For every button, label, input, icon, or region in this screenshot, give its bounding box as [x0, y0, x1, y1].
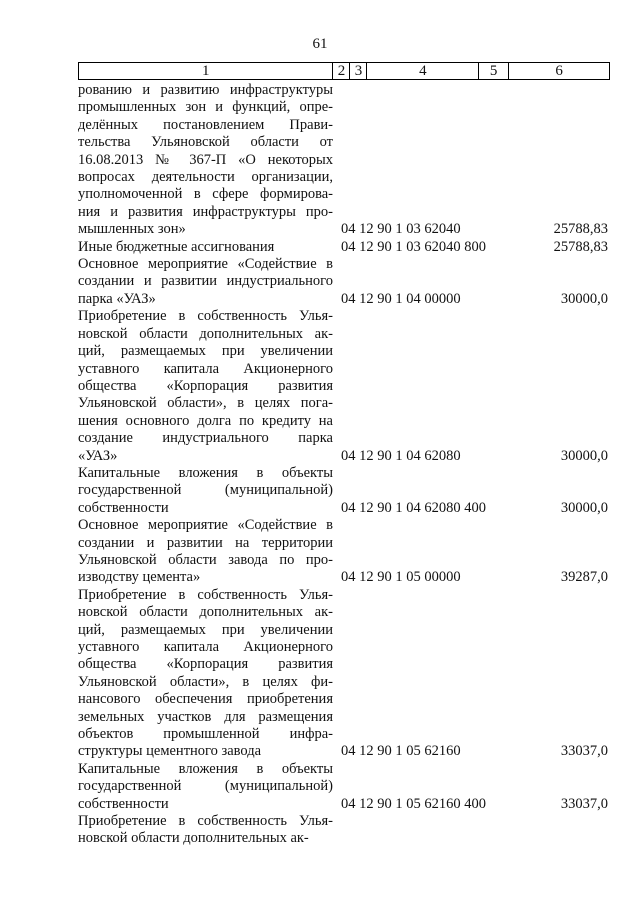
row-amount: 25788,83 — [553, 221, 608, 238]
table-row — [78, 813, 610, 848]
description-line: Основное мероприятие «Содействие в — [78, 256, 333, 273]
row-classification-codes: 04 12 90 1 04 62080 — [341, 447, 461, 464]
row-amount: 30000,0 — [560, 290, 608, 307]
row-description — [78, 82, 333, 239]
row-description — [78, 761, 333, 813]
description-line: Ульяновской области», в целях фи- — [78, 673, 333, 690]
table-header — [78, 62, 610, 80]
description-line: тельства Ульяновской области от — [78, 134, 333, 151]
description-line: создание индустриального парка — [78, 430, 333, 447]
description-line: Приобретение в собственность Улья- — [78, 586, 333, 603]
row-classification-codes: 04 12 90 1 04 62080 400 — [341, 499, 486, 516]
header-col-2: 2 — [333, 63, 350, 80]
description-line: Приобретение в собственность Улья- — [78, 813, 333, 830]
description-line: создании и развитии на территории — [78, 534, 333, 551]
table-row — [78, 587, 610, 761]
description-line: государственной (муниципальной) — [78, 482, 333, 499]
row-description — [78, 517, 333, 587]
header-col-3: 3 — [350, 63, 367, 80]
description-line: уполномоченной в сфере формирова- — [78, 186, 333, 203]
description-line: структуры цементного завода — [78, 743, 262, 760]
table-row — [78, 761, 610, 813]
table-row — [78, 308, 610, 465]
row-classification-codes: 04 12 90 1 05 00000 — [341, 569, 461, 586]
header-col-6: 6 — [509, 63, 610, 80]
description-line: новской области дополнительных ак- — [78, 830, 309, 847]
header-col-1: 1 — [79, 63, 333, 80]
description-line: объектов промышленной инфра- — [78, 726, 333, 743]
row-description — [78, 256, 333, 308]
description-line: вопросах деятельности организации, — [78, 169, 333, 186]
table-row — [78, 239, 610, 256]
description-line: «УАЗ» — [78, 447, 118, 464]
description-line: общества «Корпорация развития — [78, 656, 333, 673]
description-line: уставного капитала Акционерного — [78, 360, 333, 377]
description-line: Капитальные вложения в объекты — [78, 464, 333, 481]
row-amount: 33037,0 — [560, 743, 608, 760]
row-classification-codes: 04 12 90 1 03 62040 — [341, 221, 461, 238]
row-amount: 39287,0 — [560, 569, 608, 586]
header-col-5: 5 — [479, 63, 509, 80]
description-line: собственности — [78, 795, 169, 812]
row-classification-codes: 04 12 90 1 04 00000 — [341, 290, 461, 307]
description-line: шения основного долга по кредиту на — [78, 412, 333, 429]
description-line: Приобретение в собственность Улья- — [78, 308, 333, 325]
table-row — [78, 517, 610, 587]
description-line: уставного капитала Акционерного — [78, 639, 333, 655]
description-line: новской области дополнительных ак- — [78, 604, 333, 621]
description-line: нансового обеспечения приобретения — [78, 691, 333, 708]
page-number: 61 — [312, 36, 328, 52]
table-row — [78, 82, 610, 239]
row-description — [78, 239, 333, 256]
description-line: Капитальные вложения в объекты — [78, 760, 333, 777]
budget-table-body — [78, 82, 610, 848]
description-line: новской области дополнительных ак- — [78, 325, 333, 342]
description-line: мышленных зон» — [78, 221, 186, 238]
description-line: ния и развития инфраструктуры про- — [78, 203, 333, 220]
row-classification-codes: 04 12 90 1 05 62160 400 — [341, 795, 486, 812]
description-line: собственности — [78, 499, 169, 516]
description-line: общества «Корпорация развития — [78, 377, 333, 394]
description-line: рованию и развитию инфраструктуры — [78, 82, 333, 98]
description-line: 16.08.2013 № 367-П «О некоторых — [78, 151, 333, 168]
row-description — [78, 465, 333, 517]
row-amount: 30000,0 — [560, 499, 608, 516]
description-line: делённых постановлением Прави- — [78, 116, 333, 133]
description-line: Иные бюджетные ассигнования — [78, 238, 275, 255]
table-row — [78, 465, 610, 517]
row-classification-codes: 04 12 90 1 03 62040 800 — [341, 238, 486, 255]
table-row — [78, 256, 610, 308]
description-line: ций, размещаемых при увеличении — [78, 621, 333, 638]
row-amount: 33037,0 — [560, 795, 608, 812]
row-description — [78, 308, 333, 465]
description-line: Ульяновской области», в целях пога- — [78, 395, 333, 412]
description-line: Основное мероприятие «Содействие в — [78, 517, 333, 534]
description-line: земельных участков для размещения — [78, 708, 333, 725]
row-description — [78, 587, 333, 761]
row-classification-codes: 04 12 90 1 05 62160 — [341, 743, 461, 760]
row-amount: 30000,0 — [560, 447, 608, 464]
row-description — [78, 813, 333, 848]
header-col-4: 4 — [367, 63, 479, 80]
row-amount: 25788,83 — [553, 238, 608, 255]
description-line: изводству цемента» — [78, 569, 201, 586]
description-line: Ульяновской области завода по про- — [78, 551, 333, 568]
description-line: государственной (муниципальной) — [78, 778, 333, 795]
description-line: парка «УАЗ» — [78, 290, 156, 307]
description-line: ций, размещаемых при увеличении — [78, 343, 333, 360]
description-line: промышленных зон и функций, опре- — [78, 99, 333, 116]
description-line: создании и развитии индустриального — [78, 273, 333, 290]
